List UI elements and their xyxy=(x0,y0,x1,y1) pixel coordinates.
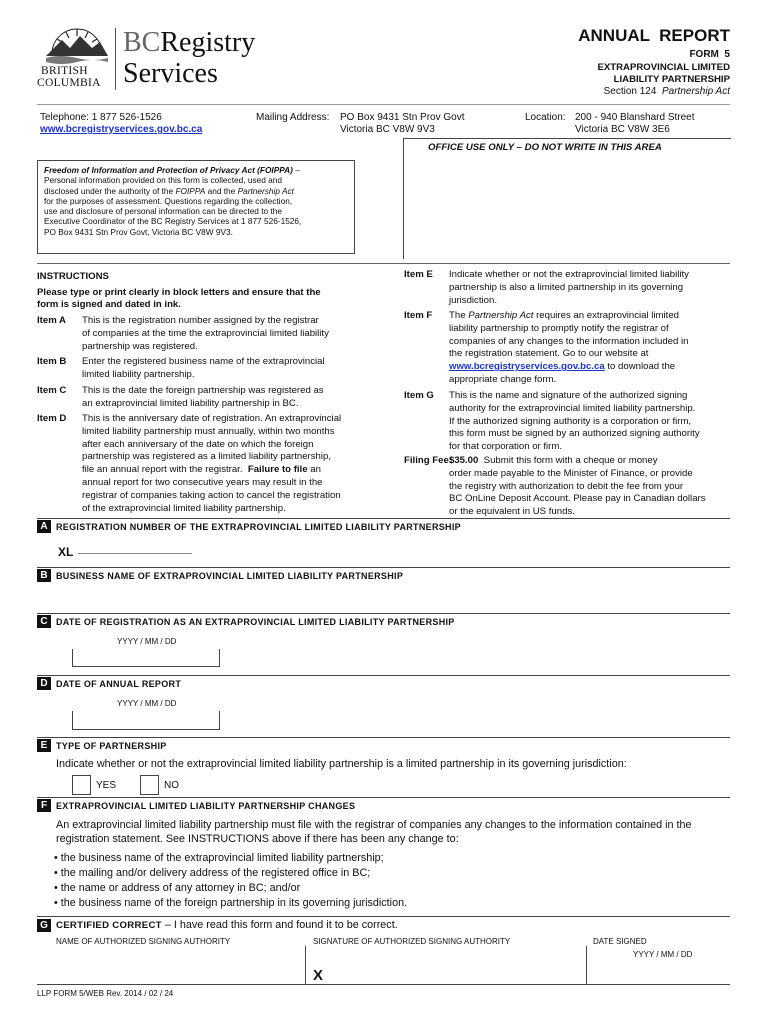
item-c-text xyxy=(82,385,324,411)
item-e-line: partnership is also a limited partnership in its governing xyxy=(449,281,684,293)
item-f-line: liability partnership to promptly notify the registrar of xyxy=(449,322,669,334)
list-item: • the business name of the foreign partnership in its governing jurisdiction. xyxy=(54,897,408,909)
item-e-line: jurisdiction. xyxy=(449,294,497,306)
section-e-title: TYPE OF PARTNERSHIP xyxy=(56,741,167,751)
item-f-line: to download the xyxy=(604,361,676,373)
section-d-title: DATE OF ANNUAL REPORT xyxy=(56,679,182,689)
signature-input[interactable] xyxy=(306,946,587,984)
item-b-text xyxy=(82,356,325,382)
section-c-rule xyxy=(37,613,730,614)
form-title: ANNUAL REPORT xyxy=(578,26,730,45)
foippa-line-2b: FOIPPA xyxy=(175,185,206,196)
mountain-sun-icon xyxy=(44,26,110,66)
item-g-text xyxy=(449,390,700,454)
item-g-line: for that corporation or firm. xyxy=(449,441,563,453)
item-a-line: partnership was registered. xyxy=(82,340,198,352)
item-g-line: If the authorized signing authority is a corporation or firm, xyxy=(449,415,692,427)
website-link[interactable]: www.bcregistryservices.gov.bc.ca xyxy=(449,361,605,373)
item-d-line: partnership was registered as a limited liability partnership, xyxy=(82,451,332,463)
office-use-area xyxy=(403,138,731,259)
section-e-rule xyxy=(37,737,730,738)
item-f-text xyxy=(449,310,688,387)
section-c-title: DATE OF REGISTRATION AS AN EXTRAPROVINCIAL LIMITED LIABILITY PARTNERSHIP xyxy=(56,617,455,627)
item-e-text xyxy=(449,269,689,307)
instructions-lead-1: Please type or print clearly in block letters and ensure that the xyxy=(37,287,321,298)
mailing-label: Mailing Address: xyxy=(256,112,330,123)
registration-prefix: XL xyxy=(58,545,74,559)
brand-registry: Registry xyxy=(160,27,256,58)
item-d-label: Item D xyxy=(37,413,67,424)
certified-statement: – I have read this form and found it to be correct. xyxy=(161,919,398,931)
item-d-line: annual report for two consecutive years may result in the xyxy=(82,476,323,488)
header-rule xyxy=(37,104,730,105)
filing-fee-line: the registry with authorization to debit the fee from your xyxy=(449,480,684,492)
date-signed-input[interactable] xyxy=(587,960,730,984)
foippa-dash: – xyxy=(292,165,300,175)
item-d-text xyxy=(82,413,341,515)
foippa-line-3: for the purposes of assessment. Questions regarding the collection, xyxy=(44,195,293,206)
location-label: Location: xyxy=(525,112,566,123)
signing-authority-name-input[interactable] xyxy=(37,946,306,984)
instructions-rule xyxy=(37,263,730,264)
signature-column-label: SIGNATURE OF AUTHORIZED SIGNING AUTHORITY xyxy=(313,937,511,946)
sign-here-mark: X xyxy=(313,967,324,984)
filing-fee-line: or the equivalent in US funds. xyxy=(449,506,575,518)
date-format-hint: YYYY / MM / DD xyxy=(633,950,693,959)
section-f-letter: F xyxy=(37,799,51,812)
item-b-label: Item B xyxy=(37,356,67,367)
item-f-line: The xyxy=(449,310,469,321)
changes-line-1: An extraprovincial limited liability partnership must file with the registrar of companies any changes to the information contained in the xyxy=(56,819,692,831)
list-item: • the name or address of any attorney in BC; and/or xyxy=(54,882,301,894)
item-b-line: limited liability partnership. xyxy=(82,368,195,380)
item-a-line: This is the registration number assigned by the registrar xyxy=(82,315,319,326)
filing-fee-text xyxy=(449,455,706,519)
business-name-input[interactable] xyxy=(56,583,730,611)
list-item: • the business name of the extraprovincial limited liability partnership; xyxy=(54,852,384,864)
no-label: NO xyxy=(164,780,179,791)
section-b-title: BUSINESS NAME OF EXTRAPROVINCIAL LIMITED LIABILITY PARTNERSHIP xyxy=(56,571,404,581)
item-d-line: registrar of companies taking action to cancel the registration xyxy=(82,489,341,501)
item-g-line: this form must be signed by an authorized signing authority xyxy=(449,428,700,440)
website-link[interactable]: www.bcregistryservices.gov.bc.ca xyxy=(40,124,203,135)
logo-divider xyxy=(115,28,116,90)
changes-paragraph xyxy=(56,818,692,846)
item-f-line: companies of any changes to the information included in xyxy=(449,335,689,347)
form-subtitle-2: LIABILITY PARTNERSHIP xyxy=(613,74,730,85)
section-e-letter: E xyxy=(37,739,51,752)
failure-to-file: Failure to file xyxy=(247,464,308,476)
foippa-line-2c: and the xyxy=(205,185,238,196)
location-line-1: 200 - 940 Blanshard Street xyxy=(575,112,695,123)
item-c-line: This is the date the foreign partnership was registered as xyxy=(82,385,324,396)
filing-fee-line: Submit this form with a cheque or money xyxy=(478,455,658,466)
item-b-line: Enter the registered business name of the extraprovincial xyxy=(82,356,325,367)
filing-fee-line: order made payable to the Minister of Finance, or provide xyxy=(449,467,693,479)
mailing-line-1: PO Box 9431 Stn Prov Govt xyxy=(340,112,465,123)
form-footer: LLP FORM 5/WEB Rev. 2014 / 02 / 24 xyxy=(37,989,174,998)
date-format-hint: YYYY / MM / DD xyxy=(117,637,177,646)
changes-line-2: registration statement. See INSTRUCTIONS above if there has been any change to: xyxy=(56,833,459,845)
item-e-label: Item E xyxy=(404,269,433,280)
foippa-line-6: PO Box 9431 Stn Prov Govt, Victoria BC V8W 9V3. xyxy=(44,226,233,237)
foippa-line-1: Personal information provided on this form is collected, used and xyxy=(44,175,282,186)
registration-date-input[interactable] xyxy=(72,649,220,667)
item-d-line: after each anniversary of the date on which the foreign xyxy=(82,438,314,450)
instructions-heading: INSTRUCTIONS xyxy=(37,271,109,282)
item-d-line: an xyxy=(307,464,321,476)
filing-fee-amount: $35.00 xyxy=(449,455,479,466)
item-g-line: authority for the extraprovincial limited liability partnership. xyxy=(449,402,696,414)
section-c-letter: C xyxy=(37,615,51,628)
yes-label: YES xyxy=(96,780,117,791)
partnership-act-ref: Partnership Act xyxy=(468,310,534,321)
section-a-title: REGISTRATION NUMBER OF THE EXTRAPROVINCIAL LIMITED LIABILITY PARTNERSHIP xyxy=(56,522,461,532)
foippa-title: Freedom of Information and Protection of Privacy Act (FOIPPA) xyxy=(44,165,293,175)
list-item: • the mailing and/or delivery address of the registered office in BC; xyxy=(54,867,371,879)
item-a-line: of companies at the time the extraprovincial limited liability xyxy=(82,327,329,339)
certified-correct: CERTIFIED CORRECT xyxy=(56,920,162,931)
section-d-rule xyxy=(37,675,730,676)
item-d-line: This is the anniversary date of registration. An extraprovincial xyxy=(82,413,342,424)
item-a-label: Item A xyxy=(37,315,66,326)
section-g-letter: G xyxy=(37,919,51,932)
section-b-letter: B xyxy=(37,569,51,582)
section-f-rule xyxy=(37,797,730,798)
location-line-2: Victoria BC V8W 3E6 xyxy=(575,124,670,135)
foippa-line-2a: disclosed under the authority of the xyxy=(44,185,176,196)
bottom-rule xyxy=(37,984,730,985)
province-line-1: BRITISH xyxy=(41,65,88,77)
item-g-label: Item G xyxy=(404,390,434,401)
item-c-label: Item C xyxy=(37,385,67,396)
section-act: Partnership Act xyxy=(662,86,730,97)
section-g-rule xyxy=(37,916,730,917)
changes-list xyxy=(54,851,407,911)
item-e-line: Indicate whether or not the extraprovincial limited liability xyxy=(449,269,689,280)
annual-report-date-input[interactable] xyxy=(72,711,220,730)
brand-services: Services xyxy=(123,58,218,89)
item-g-line: This is the name and signature of the authorized signing xyxy=(449,390,688,401)
item-d-line: file an annual report with the registrar. xyxy=(82,464,248,476)
item-c-line: an extraprovincial limited liability partnership in BC. xyxy=(82,397,299,409)
instructions-lead-2: form is signed and dated in ink. xyxy=(37,299,181,310)
filing-fee-line: BC OnLine Deposit Account. Please pay in Canadian dollars xyxy=(449,493,706,505)
bc-registry-logo xyxy=(37,26,267,96)
section-a-letter: A xyxy=(37,520,51,533)
item-d-line: limited liability partnership must annually, within two months xyxy=(82,425,335,437)
form-subtitle-1: EXTRAPROVINCIAL LIMITED xyxy=(597,62,730,73)
partnership-type-question: Indicate whether or not the extraprovincial limited liability partnership is a limited partnership in its governing jurisdiction: xyxy=(56,758,627,770)
mailing-line-2: Victoria BC V8W 9V3 xyxy=(340,124,435,135)
foippa-box xyxy=(37,160,355,254)
section-reference: Section 124 xyxy=(603,86,657,97)
name-column-label: NAME OF AUTHORIZED SIGNING AUTHORITY xyxy=(56,937,231,946)
brand-bc: BC xyxy=(123,27,161,58)
registration-number-input[interactable] xyxy=(78,553,192,554)
item-f-line: appropriate change form. xyxy=(449,373,557,385)
item-d-line: of the extraprovincial limited liability partnership. xyxy=(82,502,286,514)
foippa-line-5: Executive Coordinator of the BC Registry Services at 1 877 526-1526, xyxy=(44,216,302,227)
item-a-text xyxy=(82,315,329,353)
foippa-line-2d: Partnership Act xyxy=(237,185,294,196)
filing-fee-label: Filing Fee: xyxy=(404,455,452,466)
office-use-notice: OFFICE USE ONLY – DO NOT WRITE IN THIS AREA xyxy=(428,142,662,153)
province-line-2: COLUMBIA xyxy=(37,77,101,89)
foippa-line-4: use and disclosure of personal information can be directed to the xyxy=(44,206,282,217)
section-f-title: EXTRAPROVINCIAL LIMITED LIABILITY PARTNERSHIP CHANGES xyxy=(56,801,356,811)
item-f-line: the registration statement. Go to our website at xyxy=(449,348,649,360)
telephone: Telephone: 1 877 526-1526 xyxy=(40,112,162,123)
date-format-hint: YYYY / MM / DD xyxy=(117,699,177,708)
section-a-rule xyxy=(37,518,730,519)
date-column-label: DATE SIGNED xyxy=(593,937,647,946)
item-f-label: Item F xyxy=(404,310,433,321)
form-number: FORM 5 xyxy=(689,49,730,60)
yes-checkbox[interactable] xyxy=(72,775,91,795)
section-d-letter: D xyxy=(37,677,51,690)
no-checkbox[interactable] xyxy=(140,775,159,795)
item-f-line: requires an extraprovincial limited xyxy=(533,310,680,321)
section-b-rule xyxy=(37,567,730,568)
